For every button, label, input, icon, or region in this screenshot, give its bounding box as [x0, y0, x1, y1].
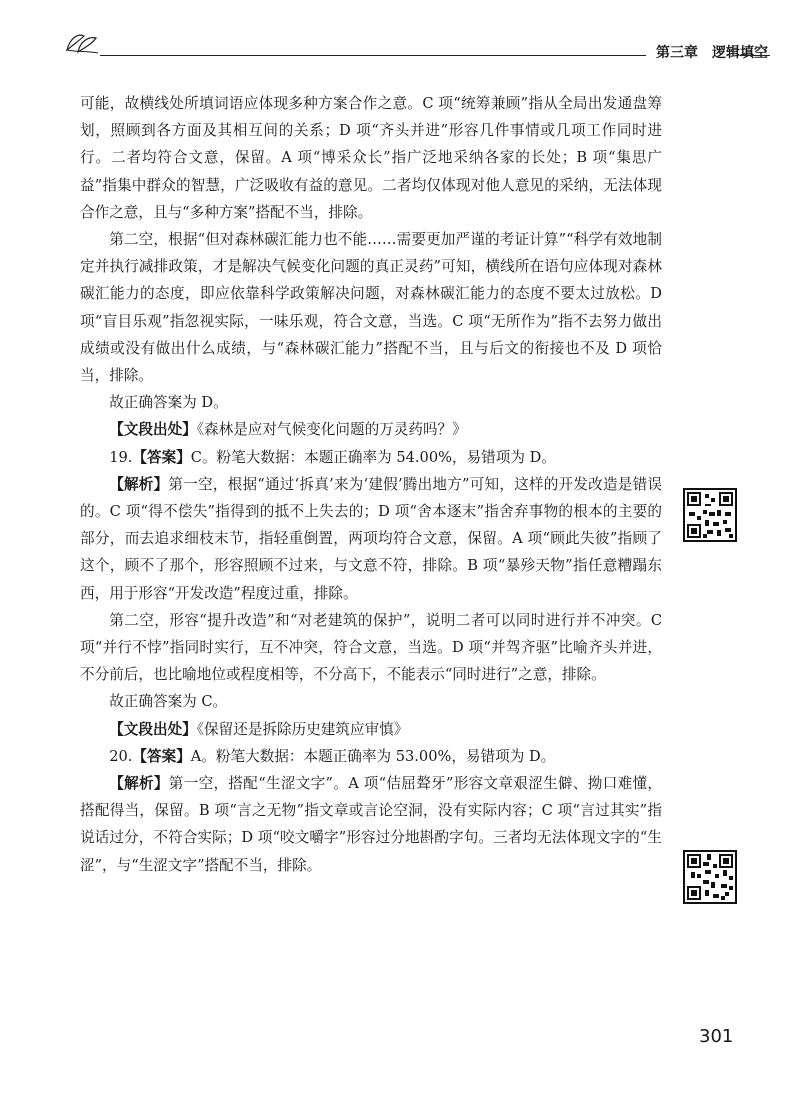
paragraph: 可能，故横线处所填词语应体现多种方案合作之意。C 项“统筹兼顾”指从全局出发通盘筹划，照顾到各方面及其相互间的关系；D 项“齐头并进”形容几件事情或几项工作同时进行。二者均符合文意，保留。A 项“博采众长”指广泛地采纳各家的长处；B 项“集思广益”指集中群众的智慧，广泛吸收有益的意见。二者均仅体现对他人意见的采纳，无法体现合作之意，且与“多种方案”搭配不当，排除。 — [80, 95, 662, 221]
analysis-19: 【解析】第一空，根据“通过‘拆真’来为‘建假’腾出地方”可知，这样的开发改造是错误的。C 项“得不偿失”指得到的抵不上失去的；D 项“舍本逐末”指舍弃事物的根本的主要的部分，而去追求细枝末节，指轻重倒置，两项均符合文意，保留。A 项“顾此失彼”指顾了这个，顾不了那个，形容照顾不过来，与文意不符，排除。B 项“暴殄天物”指任意糟蹋东西，用于形容“开发改造”程度过重，排除。 — [80, 475, 662, 602]
page-body — [80, 90, 662, 879]
analysis-tag: 【解析】 — [109, 475, 169, 493]
analysis-20: 【解析】第一空，搭配“生涩文字”。A 项“佶屈聱牙”形容文章艰涩生僻、拗口难懂，搭配得当，保留。B 项“言之无物”指文章或言论空洞，没有实际内容；C 项“言过其实”指说话过分，不符合实际；D 项“咬文嚼字”形容过分地斟酌字句。三者均无法体现文字的“生涩”，与“生涩文字”搭配不当，排除。 — [80, 775, 662, 874]
source-tag: 【文段出处】 — [109, 421, 197, 439]
question-answer-20: 20.【答案】A。粉笔大数据：本题正确率为 53.00%，易错项为 D。 — [109, 747, 556, 765]
answer-tag: 【答案】 — [132, 448, 191, 466]
qr-code-icon — [685, 490, 735, 540]
paragraph: 第二空，形容“提升改造”和“对老建筑的保护”，说明二者可以同时进行并不冲突。C 项“并行不悖”指同时实行，互不冲突，符合文意，当选。D 项“并驾齐驱”比喻齐头并进，不分前后，也比喻地位或程度相等，不分高下，不能表示“同时进行”之意，排除。 — [80, 611, 662, 684]
analysis-tag: 【解析】 — [109, 775, 169, 793]
qr-code-icon — [683, 488, 737, 542]
header-rule-right — [740, 55, 770, 56]
qr-code-icon — [685, 852, 735, 902]
paragraph: 第二空，根据“但对森林碳汇能力也不能……需要更加严谨的考证计算”“科学有效地制定并执行减排政策，才是解决气候变化问题的真正灵药”可知，横线所在语句应体现对森林碳汇能力的态度，即应依靠科学政策解决问题，对森林碳汇能力的态度不要太过放松。D 项“盲目乐观”指忽视实际，一味乐观，符合文意，当选。C 项“无所作为”指不去努力做出成绩或没有做出什么成绩，与“森林碳汇能力”搭配不当，且与后文的衔接也不及 D 项恰当，排除。 — [80, 231, 662, 385]
source-line: 【文段出处】《保留还是拆除历史建筑应审慎》 — [109, 720, 409, 738]
chapter-label: 第三章 逻辑填空 — [656, 45, 768, 61]
answer-line: 故正确答案为 C。 — [109, 693, 228, 711]
page-header — [60, 30, 770, 70]
page-number: 301 — [699, 1026, 734, 1047]
qr-code-icon — [683, 850, 737, 904]
question-answer-19: 19.【答案】C。粉笔大数据：本题正确率为 54.00%，易错项为 D。 — [109, 448, 556, 466]
source-tag: 【文段出处】 — [109, 720, 197, 738]
leaf-icon — [64, 30, 100, 54]
source-line: 【文段出处】《森林是应对气候变化问题的万灵药吗？》 — [109, 421, 467, 439]
header-rule — [100, 55, 646, 56]
answer-tag: 【答案】 — [132, 747, 191, 765]
answer-line: 故正确答案为 D。 — [109, 394, 228, 412]
